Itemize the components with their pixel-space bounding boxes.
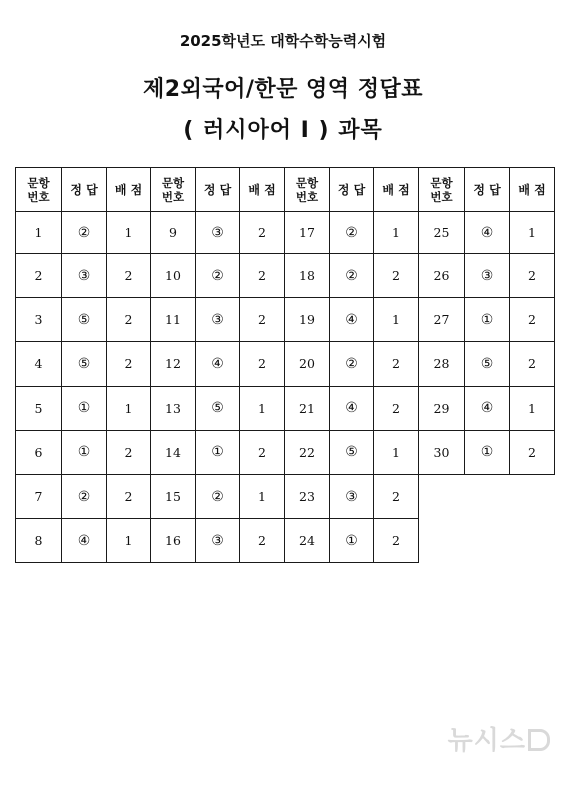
question-number: 3	[16, 298, 62, 342]
question-number: 16	[151, 519, 196, 563]
col-header-number-line1: 문항	[161, 175, 185, 190]
points-value: 1	[374, 430, 419, 474]
question-number: 8	[16, 519, 62, 563]
question-number: 7	[16, 474, 62, 518]
col-header-number-line2: 번호	[430, 189, 453, 204]
points-value: 2	[107, 430, 151, 474]
answer-choice: ③	[196, 298, 240, 342]
question-number: 24	[285, 519, 330, 563]
points-value: 2	[510, 430, 555, 474]
watermark-text: 뉴시스	[447, 726, 526, 756]
answer-choice: ②	[330, 212, 374, 254]
answer-choice: ②	[330, 254, 374, 298]
col-header-number-line2: 번호	[161, 189, 185, 204]
answer-choice: ④	[196, 342, 240, 386]
answer-choice: ②	[62, 212, 107, 254]
answer-choice: ②	[62, 474, 107, 518]
points-value: 2	[374, 254, 419, 298]
watermark-logo	[448, 720, 550, 757]
question-number: 28	[419, 342, 465, 386]
section-title: 제2외국어/한문 영역 정답표	[143, 77, 423, 102]
table-row	[16, 212, 555, 254]
exam-title: 2025학년도 대학수학능력시험	[179, 32, 387, 50]
col-header-points: 배 점	[107, 168, 151, 212]
points-value: 2	[374, 519, 419, 563]
answer-choice: ④	[465, 386, 510, 430]
col-header-number-line1: 문항	[295, 175, 319, 190]
answer-choice: ③	[330, 474, 374, 518]
points-value: 2	[510, 342, 555, 386]
col-header-number-line1: 문항	[27, 175, 50, 190]
table-row	[16, 254, 555, 298]
question-number: 14	[151, 430, 196, 474]
col-header-points: 배 점	[374, 168, 419, 212]
points-value: 2	[240, 430, 285, 474]
answer-choice: ②	[196, 474, 240, 518]
points-value: 2	[374, 342, 419, 386]
answer-choice: ①	[465, 430, 510, 474]
points-value: 1	[107, 212, 151, 254]
table-row	[16, 386, 555, 430]
answer-choice: ①	[62, 430, 107, 474]
answer-choice: ①	[196, 430, 240, 474]
points-value: 2	[374, 474, 419, 518]
points-value: 2	[240, 519, 285, 563]
table-header-row	[16, 168, 555, 212]
answer-choice: ②	[330, 342, 374, 386]
points-value: 2	[510, 254, 555, 298]
col-header-answer: 정 답	[62, 168, 107, 212]
answer-choice: ③	[62, 254, 107, 298]
points-value: 2	[240, 298, 285, 342]
question-number: 17	[285, 212, 330, 254]
question-number: 25	[419, 212, 465, 254]
col-header-number	[419, 168, 465, 212]
points-value: 2	[510, 298, 555, 342]
answer-choice: ③	[196, 519, 240, 563]
answer-choice: ⑤	[62, 298, 107, 342]
question-number: 10	[151, 254, 196, 298]
question-number: 11	[151, 298, 196, 342]
question-number: 21	[285, 386, 330, 430]
col-header-number-line2: 번호	[295, 189, 319, 204]
answer-choice: ①	[330, 519, 374, 563]
answer-choice: ①	[465, 298, 510, 342]
col-header-answer: 정 답	[330, 168, 374, 212]
answer-choice: ③	[196, 212, 240, 254]
question-number: 26	[419, 254, 465, 298]
points-value: 1	[240, 386, 285, 430]
points-value: 1	[374, 298, 419, 342]
points-value: 1	[107, 386, 151, 430]
question-number: 19	[285, 298, 330, 342]
answer-choice: ④	[330, 298, 374, 342]
question-number: 20	[285, 342, 330, 386]
question-number: 6	[16, 430, 62, 474]
answer-choice: ③	[465, 254, 510, 298]
col-header-number	[285, 168, 330, 212]
empty-cell	[419, 519, 555, 563]
answer-choice: ④	[465, 212, 510, 254]
answer-choice: ②	[196, 254, 240, 298]
table-row	[16, 298, 555, 342]
points-value: 1	[107, 519, 151, 563]
table-row	[16, 430, 555, 474]
subject-title: ( 러시아어 Ⅰ ) 과목	[183, 118, 383, 143]
answer-choice: ①	[62, 386, 107, 430]
col-header-points: 배 점	[240, 168, 285, 212]
col-header-points: 배 점	[510, 168, 555, 212]
table-row	[16, 519, 555, 563]
question-number: 4	[16, 342, 62, 386]
col-header-number-line1: 문항	[430, 175, 453, 190]
answer-choice: ⑤	[62, 342, 107, 386]
col-header-number	[16, 168, 62, 212]
question-number: 5	[16, 386, 62, 430]
question-number: 1	[16, 212, 62, 254]
question-number: 15	[151, 474, 196, 518]
points-value: 2	[107, 342, 151, 386]
points-value: 2	[107, 254, 151, 298]
question-number: 9	[151, 212, 196, 254]
table-row	[16, 474, 555, 518]
points-value: 1	[510, 386, 555, 430]
col-header-answer: 정 답	[465, 168, 510, 212]
col-header-answer: 정 답	[196, 168, 240, 212]
points-value: 2	[240, 254, 285, 298]
question-number: 2	[16, 254, 62, 298]
question-number: 12	[151, 342, 196, 386]
points-value: 1	[240, 474, 285, 518]
question-number: 13	[151, 386, 196, 430]
points-value: 2	[240, 212, 285, 254]
points-value: 2	[374, 386, 419, 430]
col-header-number	[151, 168, 196, 212]
answer-choice: ⑤	[330, 430, 374, 474]
table-row	[16, 342, 555, 386]
answer-choice: ④	[62, 519, 107, 563]
question-number: 29	[419, 386, 465, 430]
question-number: 22	[285, 430, 330, 474]
empty-cell	[419, 474, 555, 518]
question-number: 30	[419, 430, 465, 474]
points-value: 1	[374, 212, 419, 254]
answer-choice: ④	[330, 386, 374, 430]
question-number: 23	[285, 474, 330, 518]
answer-table	[15, 167, 555, 563]
points-value: 1	[510, 212, 555, 254]
question-number: 27	[419, 298, 465, 342]
col-header-number-line2: 번호	[27, 189, 50, 204]
question-number: 18	[285, 254, 330, 298]
points-value: 2	[107, 474, 151, 518]
answer-choice: ⑤	[196, 386, 240, 430]
points-value: 2	[240, 342, 285, 386]
answer-choice: ⑤	[465, 342, 510, 386]
points-value: 2	[107, 298, 151, 342]
watermark-box-icon	[528, 729, 550, 751]
